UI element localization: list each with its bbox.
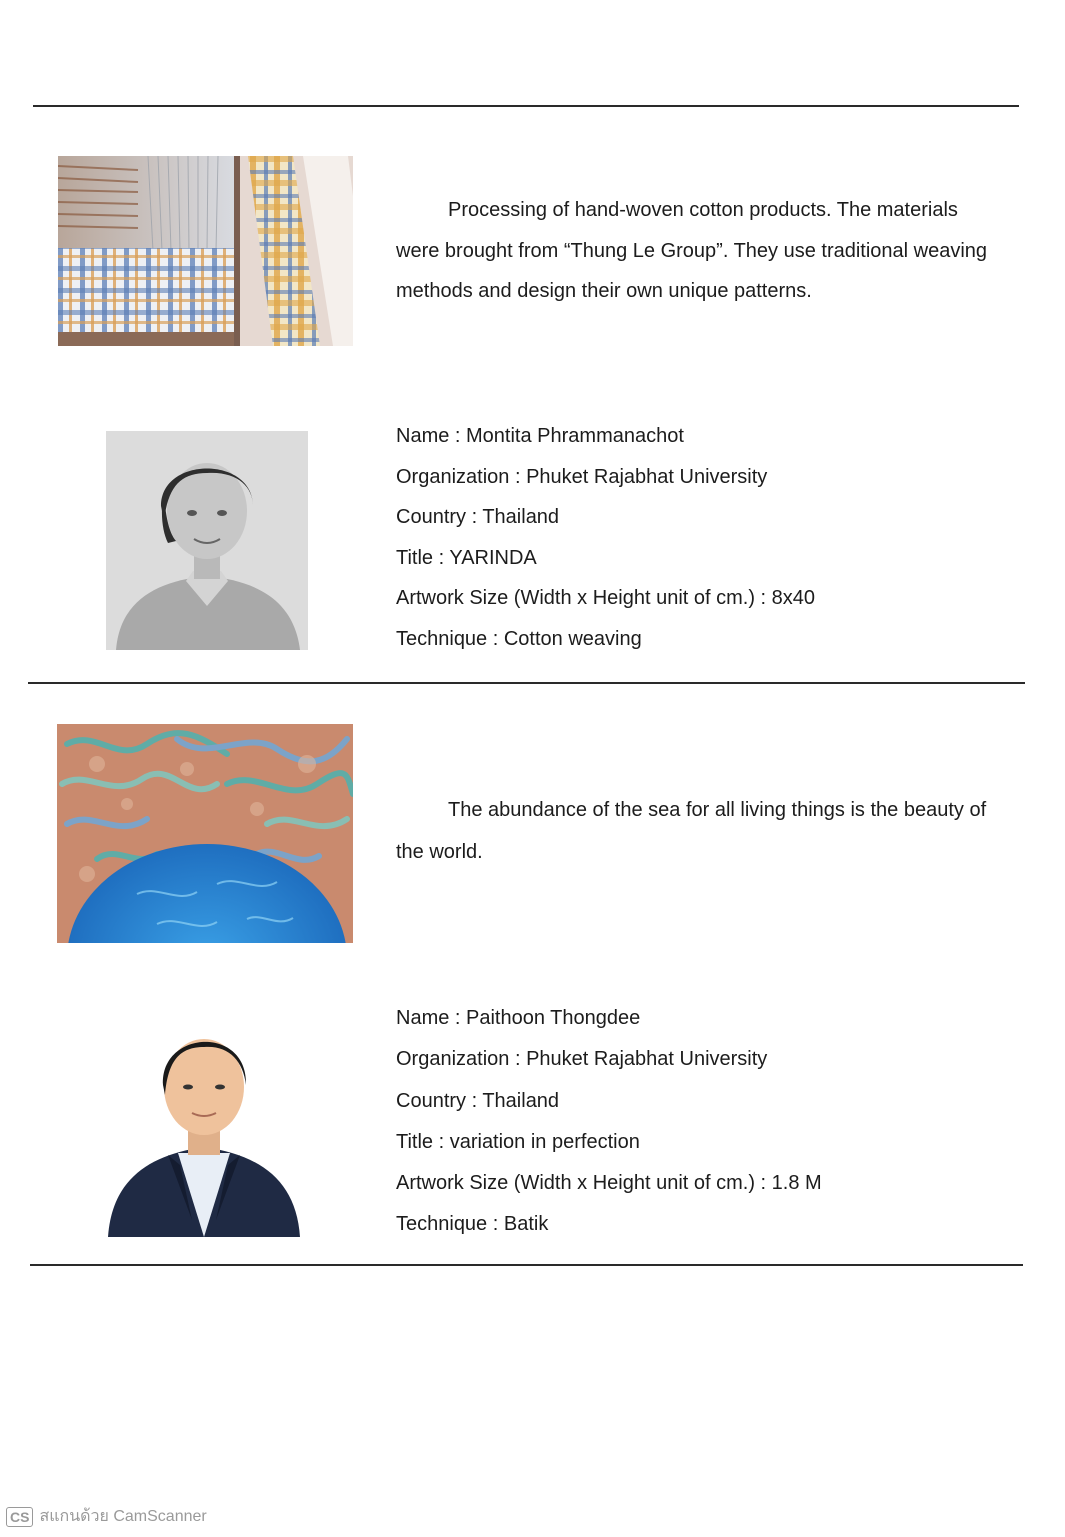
artwork-title: Title : YARINDA xyxy=(396,546,537,569)
divider-middle xyxy=(28,682,1025,684)
artwork-technique: Technique : Cotton weaving xyxy=(396,627,642,650)
artist-country: Country : Thailand xyxy=(396,506,560,528)
artist-name: Name : Paithoon Thongdee xyxy=(396,1007,641,1029)
camscanner-watermark xyxy=(6,1504,207,1529)
artwork-description-1: Processing of hand-woven cotton products. The materials were brought from “Thung Le Group”. They use traditional weaving methods and design their own unique patterns. xyxy=(396,199,988,302)
camscanner-text: สแกนด้วย CamScanner xyxy=(39,1508,207,1525)
artwork-title: Title : variation in perfection xyxy=(396,1130,640,1153)
artist-organization: Organization : Phuket Rajabhat University xyxy=(396,465,768,488)
artist-country: Country : Thailand xyxy=(396,1089,560,1112)
artist-details-1 xyxy=(396,416,1036,659)
artwork-size: Artwork Size (Width x Height unit of cm.) : 1.8 M xyxy=(396,1172,822,1195)
artwork-technique: Technique : Batik xyxy=(396,1213,549,1236)
divider-bottom xyxy=(30,1264,1023,1266)
portrait-montita-phrammanachot xyxy=(106,431,308,650)
artwork-description-2: The abundance of the sea for all living things is the beauty of the world. xyxy=(396,799,987,863)
camscanner-logo: CS xyxy=(6,1507,33,1527)
artwork-image-woven-cotton xyxy=(58,156,353,346)
portrait-paithoon-thongdee xyxy=(108,1015,300,1237)
artist-organization: Organization : Phuket Rajabhat University xyxy=(396,1048,768,1071)
artist-details-2 xyxy=(396,998,1036,1246)
artwork-size: Artwork Size (Width x Height unit of cm.) : 8x40 xyxy=(396,587,816,609)
divider-top xyxy=(33,105,1019,107)
artist-name: Name : Montita Phrammanachot xyxy=(396,425,684,447)
artwork-image-batik-sea xyxy=(57,724,353,943)
